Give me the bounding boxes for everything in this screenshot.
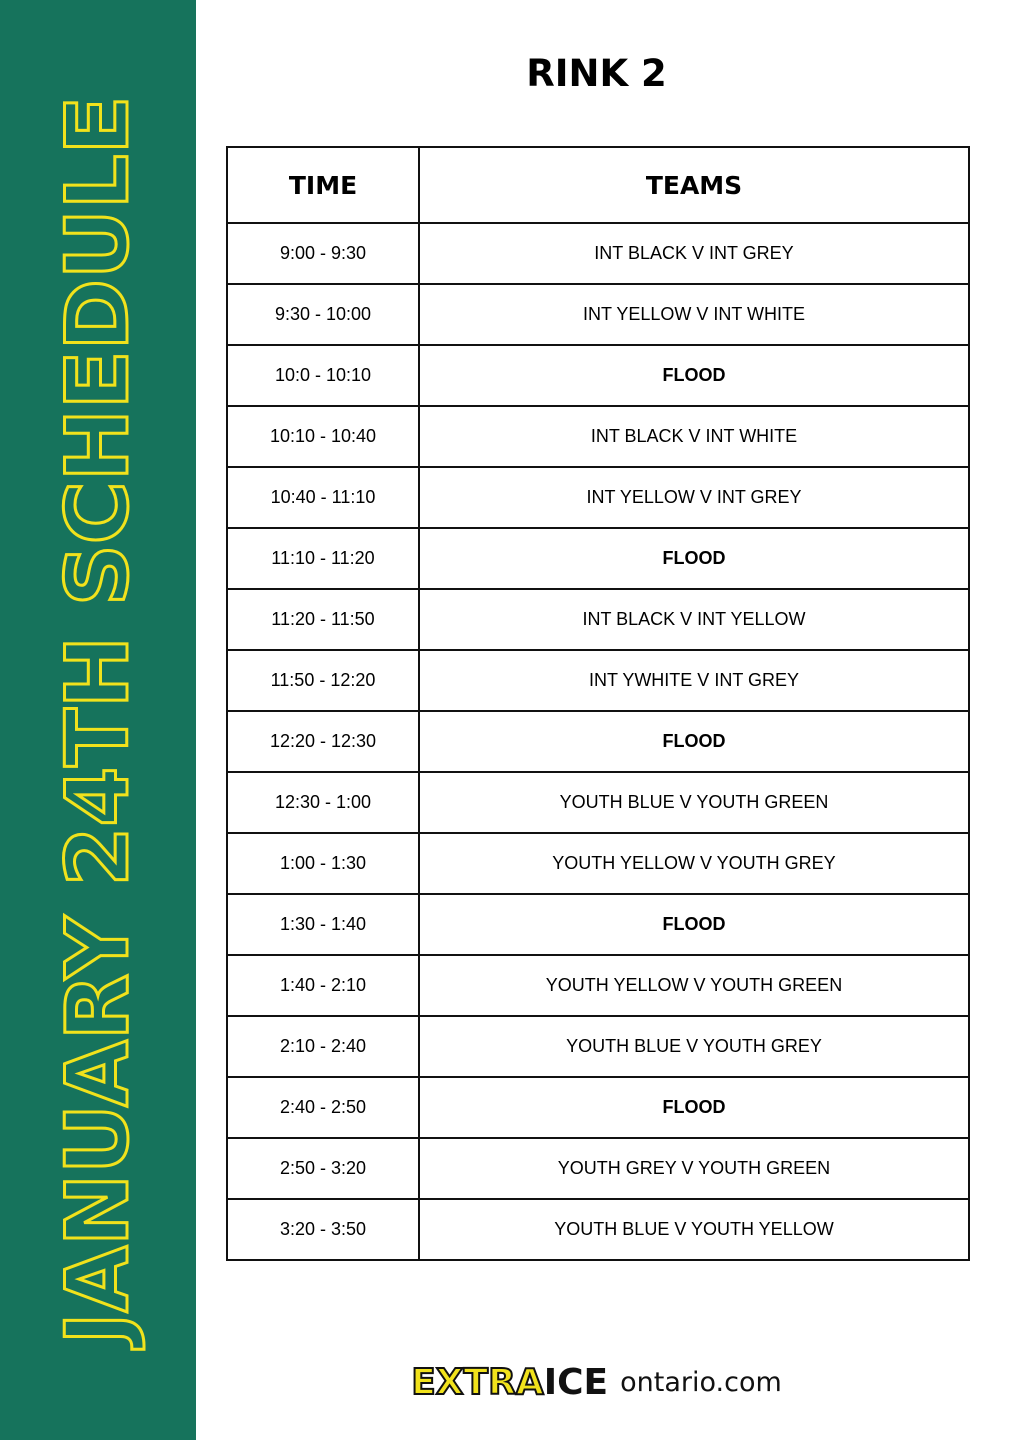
teams-cell: YOUTH BLUE V YOUTH GREEN <box>419 772 969 833</box>
brand-logo-extra: EXTRA <box>411 1362 544 1403</box>
teams-cell: YOUTH YELLOW V YOUTH GREY <box>419 833 969 894</box>
time-cell: 3:20 - 3:50 <box>227 1199 419 1260</box>
table-row <box>227 284 969 345</box>
table-row <box>227 406 969 467</box>
brand-logo-ice: ICE <box>543 1362 609 1403</box>
time-cell: 2:40 - 2:50 <box>227 1077 419 1138</box>
time-cell: 2:10 - 2:40 <box>227 1016 419 1077</box>
teams-cell: YOUTH GREY V YOUTH GREEN <box>419 1138 969 1199</box>
teams-cell: INT YELLOW V INT GREY <box>419 467 969 528</box>
table-row <box>227 833 969 894</box>
schedule-date-title: JANUARY 24TH SCHEDULE <box>48 95 148 1345</box>
time-cell: 11:50 - 12:20 <box>227 650 419 711</box>
teams-column-header: TEAMS <box>419 147 969 223</box>
flood-cell: FLOOD <box>419 1077 969 1138</box>
teams-cell: INT BLACK V INT YELLOW <box>419 589 969 650</box>
time-cell: 1:40 - 2:10 <box>227 955 419 1016</box>
table-header-row <box>227 147 969 223</box>
table-row <box>227 894 969 955</box>
time-cell: 12:30 - 1:00 <box>227 772 419 833</box>
schedule-table <box>226 146 970 1261</box>
table-row <box>227 650 969 711</box>
time-cell: 1:30 - 1:40 <box>227 894 419 955</box>
time-cell: 11:20 - 11:50 <box>227 589 419 650</box>
table-row <box>227 711 969 772</box>
flood-cell: FLOOD <box>419 345 969 406</box>
time-cell: 10:0 - 10:10 <box>227 345 419 406</box>
time-cell: 1:00 - 1:30 <box>227 833 419 894</box>
table-row <box>227 955 969 1016</box>
table-row <box>227 467 969 528</box>
teams-cell: YOUTH YELLOW V YOUTH GREEN <box>419 955 969 1016</box>
time-cell: 2:50 - 3:20 <box>227 1138 419 1199</box>
time-column-header: TIME <box>227 147 419 223</box>
flood-cell: FLOOD <box>419 711 969 772</box>
brand-domain: ontario.com <box>620 1367 782 1398</box>
table-row <box>227 772 969 833</box>
time-cell: 9:30 - 10:00 <box>227 284 419 345</box>
table-row <box>227 223 969 284</box>
time-cell: 12:20 - 12:30 <box>227 711 419 772</box>
teams-cell: INT YWHITE V INT GREY <box>419 650 969 711</box>
table-row <box>227 589 969 650</box>
teams-cell: INT BLACK V INT GREY <box>419 223 969 284</box>
teams-cell: YOUTH BLUE V YOUTH YELLOW <box>419 1199 969 1260</box>
page-title: RINK 2 <box>526 52 667 95</box>
time-cell: 9:00 - 9:30 <box>227 223 419 284</box>
table-row <box>227 1199 969 1260</box>
flood-cell: FLOOD <box>419 528 969 589</box>
footer-logo <box>226 1362 967 1403</box>
time-cell: 11:10 - 11:20 <box>227 528 419 589</box>
table-row <box>227 1016 969 1077</box>
teams-cell: INT BLACK V INT WHITE <box>419 406 969 467</box>
schedule-table-body <box>227 223 969 1260</box>
teams-cell: INT YELLOW V INT WHITE <box>419 284 969 345</box>
time-cell: 10:40 - 11:10 <box>227 467 419 528</box>
brand-logo <box>411 1362 608 1403</box>
table-row <box>227 528 969 589</box>
time-cell: 10:10 - 10:40 <box>227 406 419 467</box>
teams-cell: YOUTH BLUE V YOUTH GREY <box>419 1016 969 1077</box>
table-row <box>227 1077 969 1138</box>
table-row <box>227 345 969 406</box>
flood-cell: FLOOD <box>419 894 969 955</box>
sidebar-banner <box>0 0 196 1440</box>
table-row <box>227 1138 969 1199</box>
